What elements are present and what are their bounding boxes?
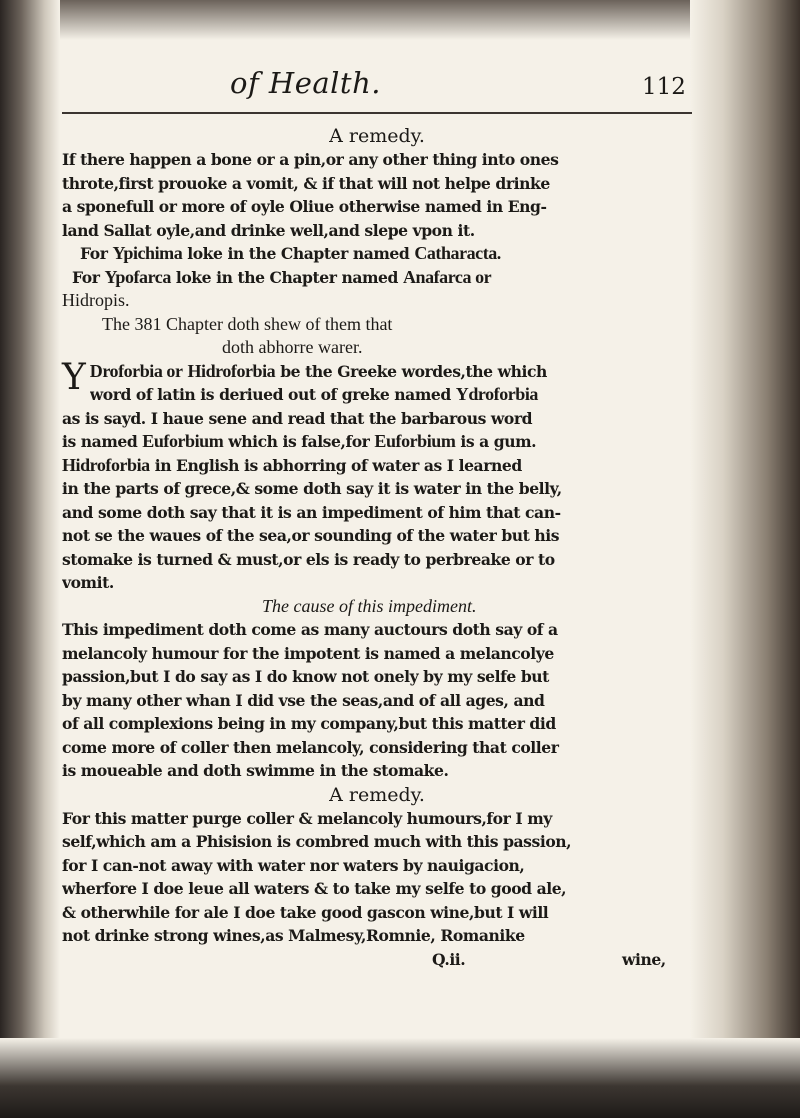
text-span: For [72, 267, 100, 287]
text-line: For this matter purge coller & melancoly humours,for I my [62, 808, 552, 828]
text-line: is moueable and doth swimme in the stomake. [62, 761, 449, 780]
running-title: of Health. [230, 66, 381, 100]
drop-capital: Y [62, 356, 86, 398]
roman-term: Hidroforbia [187, 360, 276, 381]
page-bottom-shadow [0, 1038, 800, 1118]
text-line: not drinke strong wines,as Malmesy,Romnie, Romanike [62, 926, 525, 945]
text-line: and some doth say that it is an impediment of him that can- [62, 502, 561, 522]
page-left-shadow [0, 0, 60, 1118]
text-line: a sponefull or more of oyle Oliue otherwise named in Eng- [62, 197, 547, 216]
text-span: is a gum. [460, 432, 537, 451]
text-line: not se the waues of the sea,or sounding of the water but his [62, 526, 560, 545]
text-line: melancoly humour for the impotent is named a melancolye [62, 643, 554, 663]
text-span: loke in the Chapter named [175, 267, 398, 287]
remedy-heading: A remedy. [329, 783, 425, 806]
page-top-shadow [0, 0, 800, 40]
text-line: of all complexions being in my company,but this matter did [62, 714, 556, 733]
text-span: loke in the Chapter named [187, 244, 410, 263]
roman-term: Ypofarca [104, 266, 171, 287]
roman-term: Ypichima [112, 243, 183, 263]
cross-reference-line [62, 242, 692, 266]
catchline [62, 948, 692, 972]
text-line: passion,but I do say as I do know not onely by my selfe but [62, 667, 549, 686]
chapter-heading: The 381 Chapter doth shew of them that [102, 313, 393, 334]
text-line: for I can-not away with water nor waters by nauigacion, [62, 855, 525, 875]
roman-term: Euforbium [142, 431, 224, 451]
text-span: be the Greeke wordes,the which [280, 361, 547, 381]
text-line [90, 383, 692, 407]
text-span: which is false,for [228, 432, 370, 451]
text-span: word of latin is deriued out of greke named [89, 385, 451, 404]
page-number: 112 [642, 74, 686, 100]
text-line [90, 360, 692, 384]
text-line: by many other whan I did vse the seas,and of all ages, and [62, 690, 545, 710]
text-span: For [80, 244, 108, 263]
text-line [62, 454, 692, 478]
roman-line: Hidropis. [62, 290, 130, 310]
text-line: as is sayd. I haue sene and read that the barbarous word [62, 408, 533, 428]
text-line [62, 430, 692, 454]
text-line: in the parts of grece,& some doth say it is water in the belly, [62, 479, 562, 498]
catchword: wine, [622, 949, 666, 969]
roman-term: Droforbia or [89, 360, 183, 381]
chapter-body [62, 356, 692, 595]
page-header [62, 66, 692, 120]
cause-heading: The cause of this impediment. [262, 595, 477, 616]
text-line: If there happen a bone or a pin,or any other thing into ones [62, 150, 559, 169]
roman-term: Hidroforbia [62, 454, 150, 475]
text-line: stomake is turned & must,or els is ready to perbreake or to [62, 549, 555, 569]
text-span: in English is abhorring of water as I learned [154, 455, 522, 475]
text-line: This impediment doth come as many auctours doth say of a [62, 620, 558, 639]
roman-term: Euforbium [374, 431, 456, 451]
header-rule [62, 112, 692, 114]
text-line: & otherwhile for ale I doe take good gascon wine,but I will [62, 902, 549, 922]
text-line: throte,first prouoke a vomit, & if that will not helpe drinke [62, 173, 550, 193]
roman-term: Ydroforbia [455, 384, 538, 404]
roman-term: Catharacta. [414, 243, 501, 263]
text-line: vomit. [62, 573, 114, 592]
roman-term: Anafarca or [402, 266, 492, 287]
page-content [62, 66, 692, 972]
cross-reference-line [62, 266, 692, 290]
remedy-heading: A remedy. [329, 125, 425, 147]
text-line: land Sallat oyle,and drinke well,and slepe vpon it. [62, 220, 475, 240]
page-right-shadow [690, 0, 800, 1118]
signature-mark: Q.ii. [432, 949, 466, 969]
text-span: is named [62, 432, 138, 451]
text-line: come more of coller then melancoly, considering that coller [62, 737, 559, 757]
chapter-heading: doth abhorre warer. [222, 337, 363, 357]
text-line: self,which am a Phisision is combred much with this passion, [62, 832, 572, 851]
text-line: wherfore I doe leue all waters & to take my selfe to good ale, [62, 879, 567, 898]
